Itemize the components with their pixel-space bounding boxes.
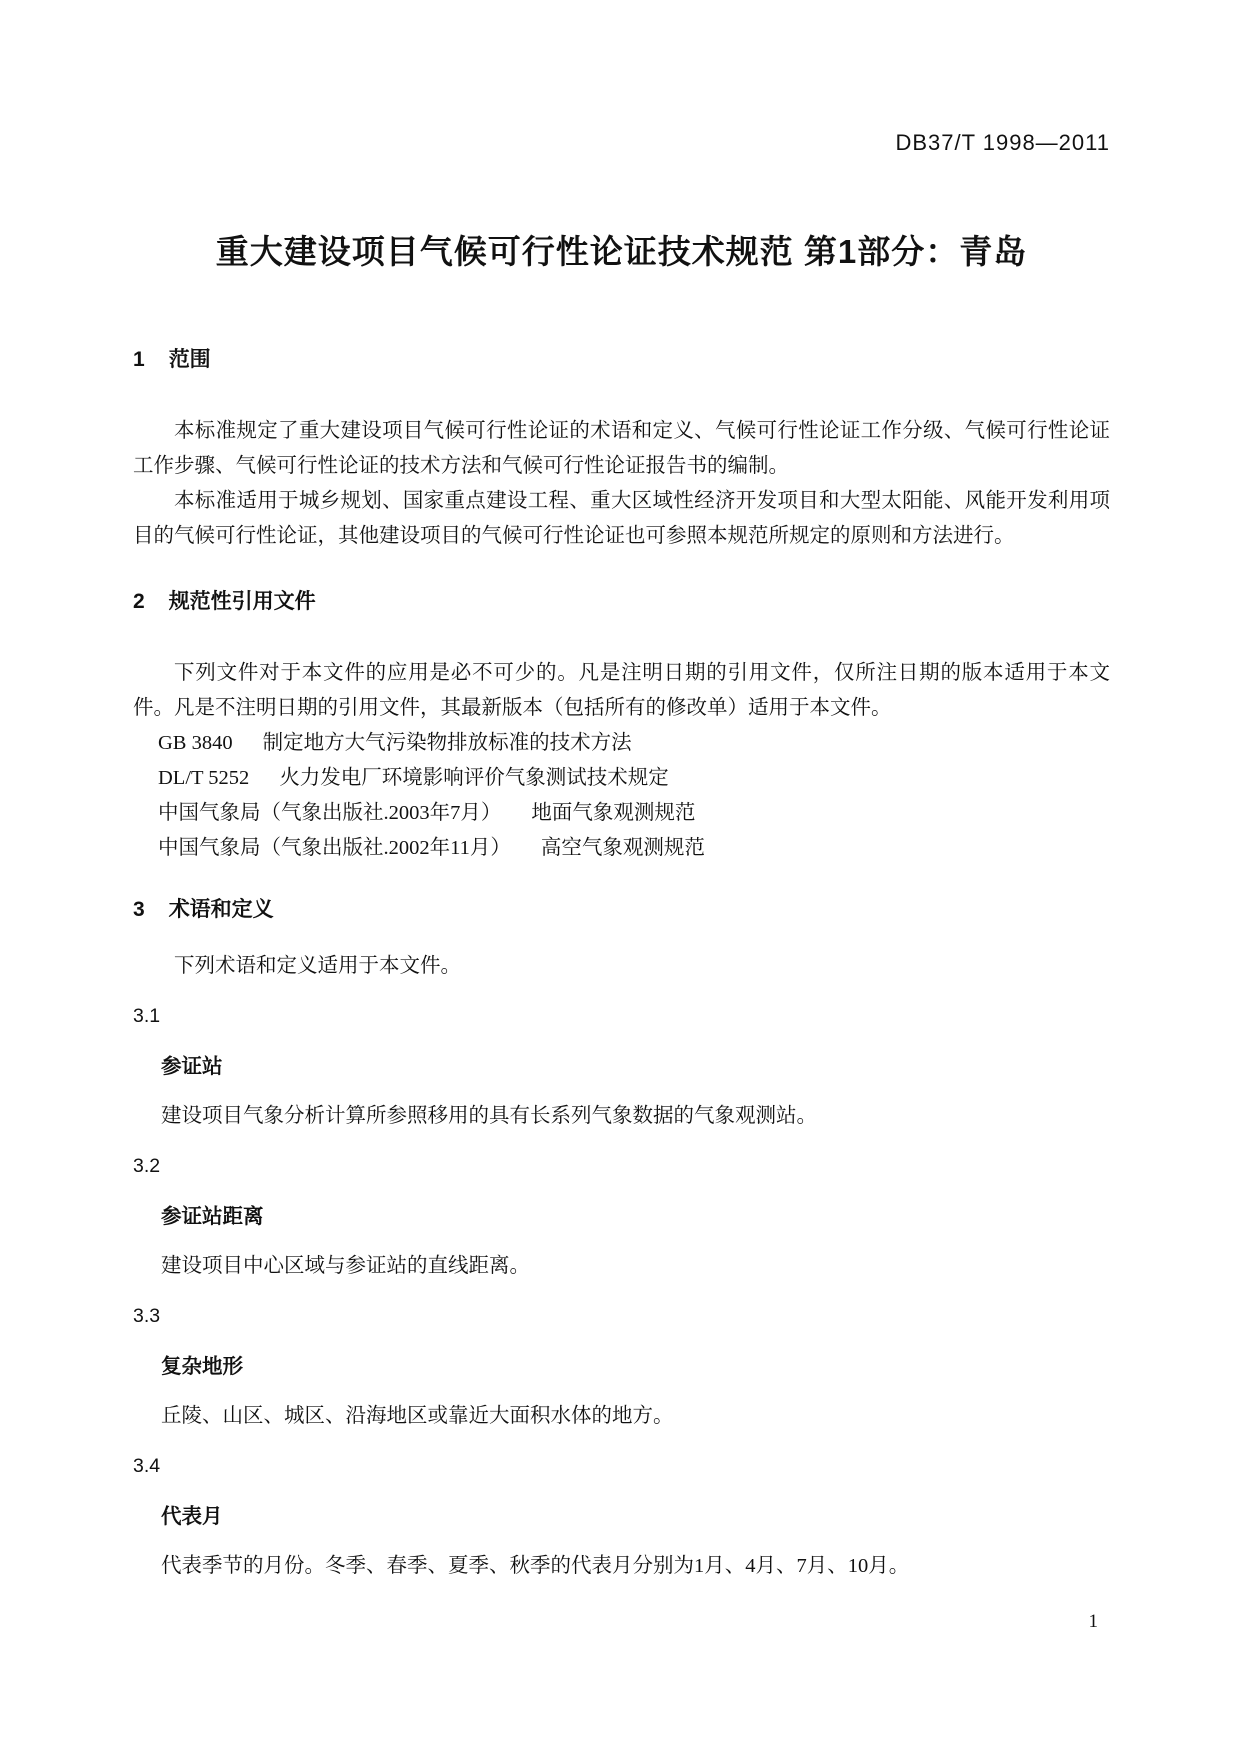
document-title: 重大建设项目气候可行性论证技术规范 第1部分：青岛 [215,233,1028,270]
section-scope-number: 1 [133,348,145,371]
term-definition: 代表季节的月份。冬季、春季、夏季、秋季的代表月分别为1月、4月、7月、10月。 [161,1555,910,1577]
term-name: 参证站距离 [161,1205,264,1228]
section-normative-references [133,588,1110,866]
section-references-number: 2 [133,590,145,613]
term-number: 3.1 [133,1005,161,1027]
term-definition: 建设项目中心区域与参证站的直线距离。 [161,1255,530,1277]
terms-intro: 下列术语和定义适用于本文件。 [174,955,461,977]
term-number: 3.4 [133,1455,161,1477]
term-definition: 丘陵、山区、城区、沿海地区或靠近大面积水体的地方。 [161,1405,674,1427]
references-intro: 下列文件对于本文件的应用是必不可少的。凡是注明日期的引用文件，仅所注日期的版本适用于本文件。凡是不注明日期的引用文件，其最新版本（包括所有的修改单）适用于本文件。 [133,662,1110,719]
reference-code: 中国气象局（气象出版社.2003年7月） [158,802,502,824]
reference-code: 中国气象局（气象出版社.2002年11月） [158,837,511,859]
term-number: 3.3 [133,1305,161,1327]
section-terms-number: 3 [133,898,145,921]
reference-item [133,831,1110,866]
reference-item [133,761,1110,796]
term-item [133,1149,1110,1284]
term-name: 复杂地形 [161,1355,243,1378]
term-number: 3.2 [133,1155,161,1177]
standard-code: DB37/T 1998—2011 [895,130,1110,155]
page-number: 1 [1088,1611,1098,1632]
reference-code: DL/T 5252 [158,767,250,789]
section-scope-heading [133,346,1110,374]
term-name: 参证站 [161,1055,223,1078]
section-terms-heading [133,896,1110,924]
term-item [133,999,1110,1134]
reference-name: 高空气象观测规范 [540,837,705,859]
section-references-title: 规范性引用文件 [168,590,316,613]
term-item [133,1299,1110,1434]
term-definition: 建设项目气象分析计算所参照移用的具有长系列气象数据的气象观测站。 [161,1105,817,1127]
section-terms-title: 术语和定义 [168,898,274,921]
reference-name: 制定地方大气污染物排放标准的技术方法 [262,732,632,754]
reference-name: 火力发电厂环境影响评价气象测试技术规定 [279,767,669,789]
term-item [133,1449,1110,1584]
term-name: 代表月 [161,1505,223,1528]
reference-name: 地面气象观测规范 [531,802,696,824]
scope-paragraph-2: 本标准适用于城乡规划、国家重点建设工程、重大区域性经济开发项目和大型太阳能、风能开发利用项目的气候可行性论证，其他建设项目的气候可行性论证也可参照本规范所规定的原则和方法进行。 [133,490,1110,547]
reference-item [133,726,1110,761]
scope-paragraph-1: 本标准规定了重大建设项目气候可行性论证的术语和定义、气候可行性论证工作分级、气候可行性论证工作步骤、气候可行性论证的技术方法和气候可行性论证报告书的编制。 [133,420,1110,477]
section-scope-title: 范围 [168,348,211,371]
reference-item [133,796,1110,831]
reference-code: GB 3840 [158,732,233,754]
section-terms-definitions [133,896,1110,1584]
section-scope [133,346,1110,554]
section-references-heading [133,588,1110,616]
